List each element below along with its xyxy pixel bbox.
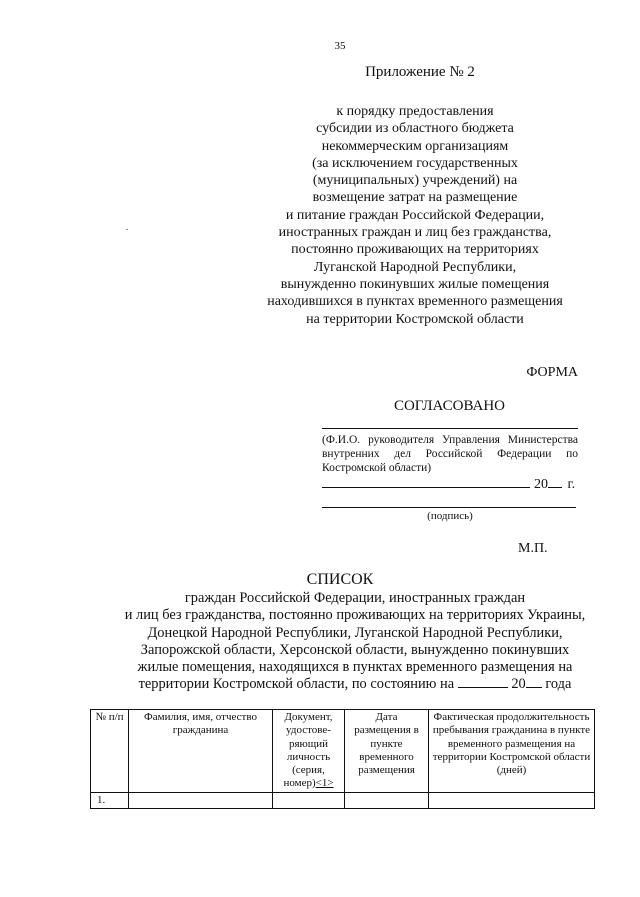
appendix-line: постоянно проживающих на территориях xyxy=(291,242,539,258)
table-row xyxy=(91,792,595,808)
list-line-last xyxy=(60,676,640,693)
header-full-name: Фамилия, имя, отчество гражданина xyxy=(129,710,273,793)
status-year-suffix: года xyxy=(545,676,572,693)
approver-name-line xyxy=(322,428,578,429)
register-table xyxy=(90,709,595,809)
list-description xyxy=(60,590,640,694)
appendix-line: (муниципальных) учреждений) на xyxy=(312,173,518,189)
appendix-line: субсидии из областного бюджета xyxy=(316,121,514,137)
list-line: Запорожской области, Херсонской области, вынужденно покинувших xyxy=(140,641,570,658)
signature-line xyxy=(322,507,576,508)
appendix-line: возмещение затрат на размещение xyxy=(312,190,518,206)
footnote-reference: <1> xyxy=(315,777,334,790)
header-stay-duration: Фактическая продолжительность пребывания гражданина в пункте временного размещения на территории Костромской области (дней) xyxy=(429,710,595,793)
form-label: ФОРМА xyxy=(526,365,578,380)
approval-date-row xyxy=(322,476,575,493)
header-placement-date: Дата размещения в пункте временного размещения xyxy=(345,710,429,793)
list-line: Донецкой Народной Республики, Луганской Народной Республики, xyxy=(147,624,563,641)
status-date-text: территории Костромской области, по состоянию на xyxy=(138,676,455,693)
appendix-line: находившихся в пунктах временного размещения xyxy=(267,294,563,310)
status-year-prefix: 20 xyxy=(511,676,526,693)
header-number: № п/п xyxy=(91,710,129,793)
scan-speck xyxy=(126,229,128,230)
table-cell[interactable] xyxy=(345,792,429,808)
list-line: и лиц без гражданства, постоянно проживающих на территориях Украины, xyxy=(124,607,586,624)
table-cell[interactable] xyxy=(273,792,345,808)
appendix-line: на территории Костромской области xyxy=(306,311,524,327)
appendix-line: (за исключением государственных xyxy=(312,155,518,171)
table-cell[interactable] xyxy=(429,792,595,808)
table-header-row xyxy=(91,710,595,793)
appendix-line: и питание граждан Российской Федерации, xyxy=(285,207,545,223)
header-identity-document-text: Документ, удостове- ряющий личность (серия, номер) xyxy=(283,711,333,790)
page-number: 35 xyxy=(334,40,346,52)
appendix-title: Приложение № 2 xyxy=(365,64,475,80)
approval-title: СОГЛАСОВАНО xyxy=(393,398,506,414)
list-title: СПИСОК xyxy=(306,571,374,588)
list-line: граждан Российской Федерации, иностранных граждан xyxy=(184,590,526,606)
header-identity-document xyxy=(273,710,345,793)
appendix-line: вынужденно покинувших жилые помещения xyxy=(280,276,550,292)
table-cell[interactable] xyxy=(129,792,273,808)
list-line: жилые помещения, находящихся в пунктах временного размещения на xyxy=(137,659,573,676)
status-date-blank xyxy=(458,676,508,688)
approver-note: (Ф.И.О. руководителя Управления Министерства внутренних дел Российской Федерации по Костромской области) xyxy=(322,434,578,474)
signature-caption: (подпись) xyxy=(427,510,473,522)
table-cell: 1. xyxy=(91,792,129,808)
stamp-label: М.П. xyxy=(518,541,548,556)
appendix-line: иностранных граждан и лиц без гражданства, xyxy=(278,225,552,241)
status-year-blank xyxy=(526,676,542,688)
year-suffix: г. xyxy=(567,477,576,492)
appendix-line: Луганской Народной Республики, xyxy=(313,259,517,275)
appendix-line: к порядку предоставления xyxy=(336,104,494,119)
year-blank xyxy=(548,476,562,488)
year-prefix: 20 xyxy=(534,477,548,492)
appendix-description xyxy=(240,103,590,328)
date-blank xyxy=(322,476,530,488)
appendix-line: некоммерческим организациям xyxy=(321,138,509,154)
